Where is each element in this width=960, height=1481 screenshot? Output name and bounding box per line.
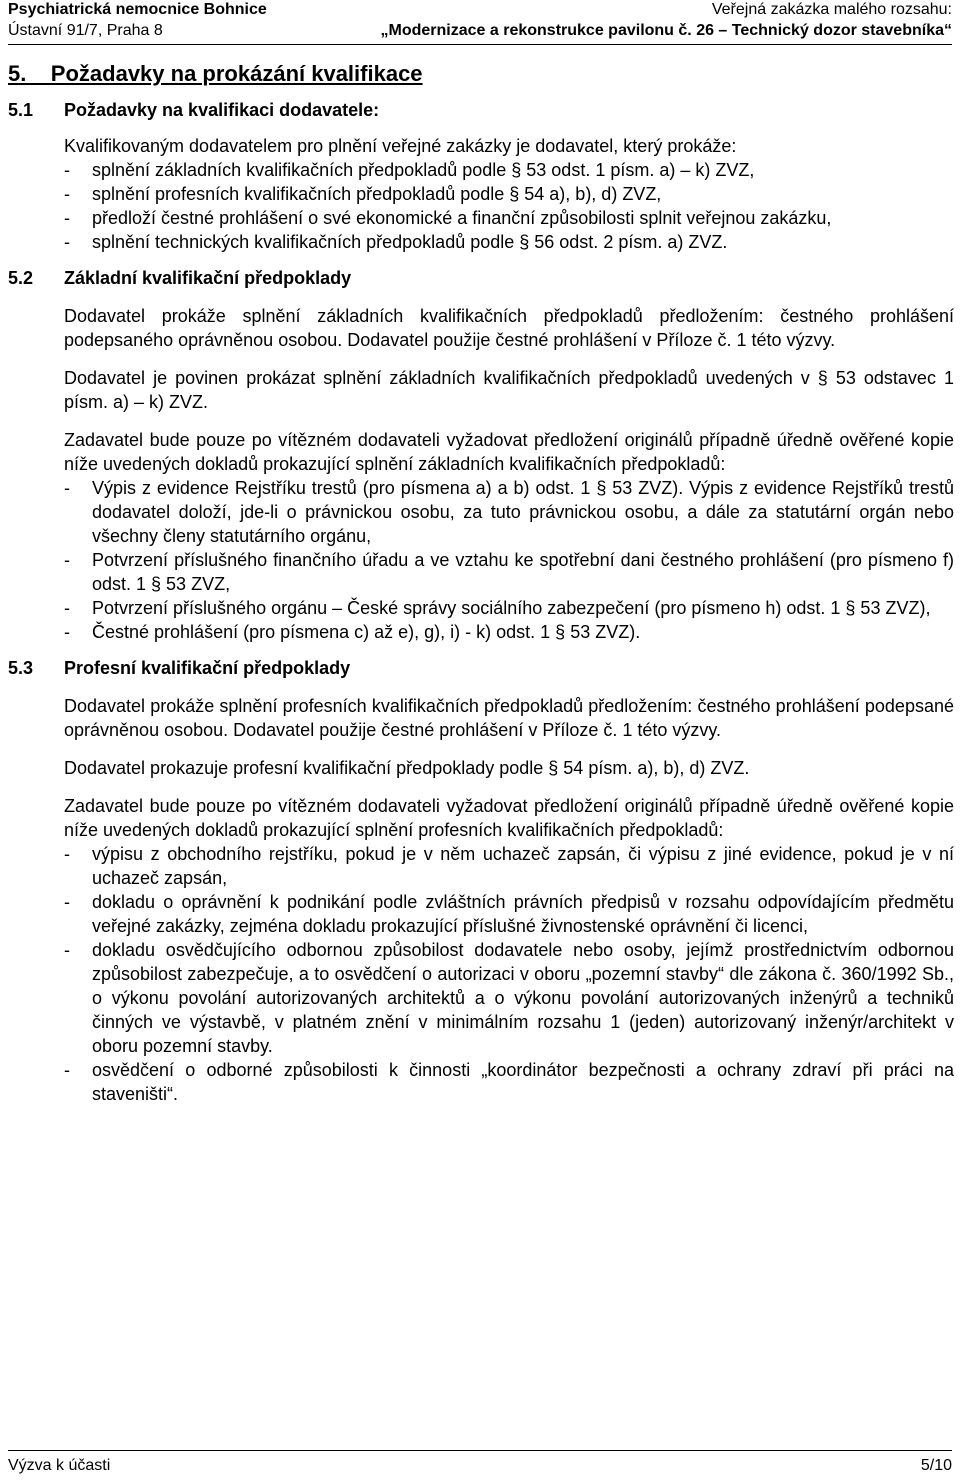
requirement-list — [64, 158, 954, 254]
list-item: - dokladu o oprávnění k podnikání podle zvláštních právních předpisů v rozsahu odpovídajícím předmětu veřejné zakázky, zejména dokladu prokazující příslušné živnostenské oprávnění či licenci, — [64, 890, 954, 938]
heading-5-2 — [8, 266, 954, 290]
heading-number: 5.1 — [8, 100, 34, 120]
heading-number: 5.3 — [8, 658, 34, 678]
header-contract-name: „Modernizace a rekonstrukce pavilonu č. 26 – Technický dozor stavebníka“ — [380, 22, 952, 39]
page-footer — [8, 1450, 952, 1476]
page-number: 5/10 — [920, 1457, 952, 1474]
paragraph: Dodavatel prokáže splnění základních kvalifikačních předpokladů předložením: čestného prohlášení podepsaného oprávněnou osobou. Dodavatel použije čestné prohlášení v Příloze č. 1 této výzvy. — [64, 306, 954, 350]
document-list — [64, 476, 954, 644]
header-address: Ústavní 91/7, Praha 8 — [8, 22, 163, 39]
list-item: - výpisu z obchodního rejstříku, pokud je v něm uchazeč zapsán, či výpisu z jiné evidence, pokud je v ní uchazeč zapsán, — [64, 842, 954, 890]
list-item: - splnění profesních kvalifikačních předpokladů podle § 54 a), b), d) ZVZ, — [64, 182, 954, 206]
heading-5-1 — [8, 98, 954, 122]
list-item: - splnění technických kvalifikačních předpokladů podle § 56 odst. 2 písm. a) ZVZ. — [64, 230, 954, 254]
header-contract-type: Veřejná zakázka malého rozsahu: — [711, 1, 952, 18]
heading-number: 5.2 — [8, 268, 34, 288]
list-item: - Potvrzení příslušného finančního úřadu a ve vztahu ke spotřební dani čestného prohlášení (pro písmeno f) odst. 1 § 53 ZVZ, — [64, 548, 954, 596]
document-list — [64, 842, 954, 1106]
paragraph: Dodavatel prokáže splnění profesních kvalifikačních předpokladů předložením: čestného prohlášení podepsané oprávněnou osobou. Dodavatel použije čestné prohlášení v Příloze č. 1 této výzvy. — [64, 696, 954, 740]
list-item: - dokladu osvědčujícího odbornou způsobilost dodavatele nebo osoby, jejímž prostřednictvím odbornou způsobilost zabezpečuje, a to osvědčení o autorizaci v oboru „pozemní stavby“ dle zákona č. 360/1992 Sb., o výkonu povolání autorizovaných architektů a o výkonu povolání autorizovaných inženýrů a techniků činných ve výstavbě, v platném znění v minimálním rozsahu 1 (jeden) autorizovaný inženýr/architekt v oboru pozemní stavby. — [64, 938, 954, 1058]
heading-text: Základní kvalifikační předpoklady — [64, 268, 352, 288]
section-title: 5. Požadavky na prokázání kvalifikace — [8, 61, 423, 86]
heading-text: Profesní kvalifikační předpoklady — [64, 658, 351, 678]
heading-text: Požadavky na kvalifikaci dodavatele: — [64, 100, 380, 120]
list-item: - osvědčení o odborné způsobilosti k činnosti „koordinátor bezpečnosti a ochrany zdraví při práci na staveništi“. — [64, 1058, 954, 1106]
footer-document-name: Výzva k účasti — [8, 1457, 111, 1474]
paragraph: Dodavatel je povinen prokázat splnění základních kvalifikačních předpokladů uvedených v § 53 odstavec 1 písm. a) – k) ZVZ. — [64, 368, 954, 412]
paragraph: Zadavatel bude pouze po vítězném dodavateli vyžadovat předložení originálů případně úředně ověřené kopie níže uvedených dokladů prokazující splnění základních kvalifikačních předpokladů: — [64, 430, 954, 474]
header-organization: Psychiatrická nemocnice Bohnice — [8, 1, 267, 18]
list-item: - Potvrzení příslušného orgánu – České správy sociálního zabezpečení (pro písmeno h) odst. 1 § 53 ZVZ), — [64, 596, 954, 620]
paragraph: Kvalifikovaným dodavatelem pro plnění veřejné zakázky je dodavatel, který prokáže: — [64, 136, 737, 156]
list-item: - splnění základních kvalifikačních předpokladů podle § 53 odst. 1 písm. a) – k) ZVZ, — [64, 158, 954, 182]
heading-5-3 — [8, 656, 954, 680]
document-body — [8, 60, 954, 1106]
list-item: - Čestné prohlášení (pro písmena c) až e), g), i) - k) odst. 1 § 53 ZVZ). — [64, 620, 954, 644]
list-item: - předloží čestné prohlášení o své ekonomické a finanční způsobilosti splnit veřejnou zakázku, — [64, 206, 954, 230]
paragraph: Zadavatel bude pouze po vítězném dodavateli vyžadovat předložení originálů případně úředně ověřené kopie níže uvedených dokladů prokazující splnění profesních kvalifikačních předpokladů: — [64, 796, 954, 840]
list-item: - Výpis z evidence Rejstříku trestů (pro písmena a) a b) odst. 1 § 53 ZVZ). Výpis z evidence Rejstříků trestů dodavatel doloží, jde-li o právnickou osobu, za tuto právnickou osobu, a dále za statutární orgán nebo všechny členy statutárního orgánu, — [64, 476, 954, 548]
page-header — [8, 0, 952, 45]
paragraph: Dodavatel prokazuje profesní kvalifikační předpoklady podle § 54 písm. a), b), d) ZVZ. — [64, 758, 750, 778]
